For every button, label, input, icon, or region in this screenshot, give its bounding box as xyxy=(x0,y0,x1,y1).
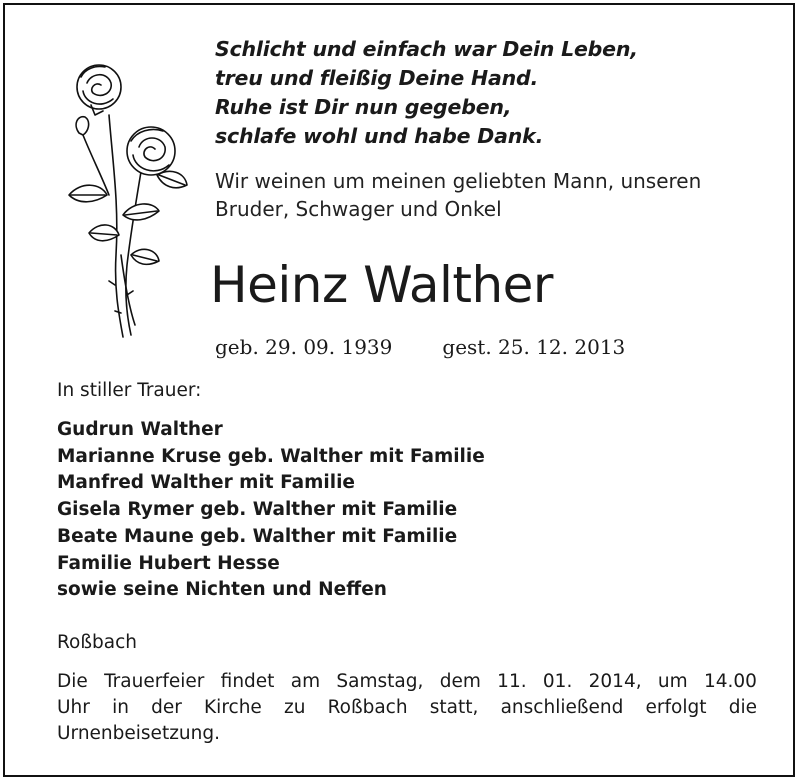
notice-word: Die xyxy=(57,671,88,692)
memorial-verse xyxy=(215,35,638,151)
notice-word: 14.00 xyxy=(703,671,757,692)
notice-word: Roßbach xyxy=(327,697,408,718)
notice-word: der xyxy=(151,697,182,718)
verse-line: Schlicht und einfach war Dein Leben, xyxy=(215,37,638,61)
intro-line: Wir weinen um meinen geliebten Mann, unseren xyxy=(215,169,702,193)
mourning-label: In stiller Trauer: xyxy=(57,380,202,401)
verse-line: schlafe wohl und habe Dank. xyxy=(215,124,544,148)
notice-word: 2014, xyxy=(588,671,642,692)
notice-word: die xyxy=(728,697,757,718)
funeral-notice xyxy=(57,669,757,747)
notice-word: Uhr xyxy=(57,697,90,718)
intro-text xyxy=(215,167,701,223)
mourner-name: sowie seine Nichten und Neffen xyxy=(57,579,387,601)
verse-line: Ruhe ist Dir nun gegeben, xyxy=(215,95,512,119)
notice-word: statt, xyxy=(429,697,479,718)
mourner-name: Marianne Kruse geb. Walther mit Familie xyxy=(57,445,485,467)
mourner-name: Gudrun Walther xyxy=(57,419,223,440)
notice-word: findet xyxy=(220,671,275,692)
notice-word: 01. xyxy=(542,671,573,692)
verse-line: treu und fleißig Deine Hand. xyxy=(215,66,539,90)
mourner-name: Familie Hubert Hesse xyxy=(57,552,280,574)
notice-word: Samstag, xyxy=(336,671,424,692)
notice-line xyxy=(57,695,757,721)
notice-word: in xyxy=(112,697,129,718)
birth-date: geb. 29. 09. 1939 xyxy=(215,335,393,359)
notice-word: am xyxy=(290,671,321,692)
deceased-name: Heinz Walther xyxy=(210,256,553,314)
intro-line: Bruder, Schwager und Onkel xyxy=(215,197,502,221)
life-dates xyxy=(215,334,625,360)
notice-word: 11. xyxy=(497,671,527,692)
notice-word: Trauerfeier xyxy=(104,671,205,692)
notice-line xyxy=(57,669,757,695)
mourner-name: Beate Maune geb. Walther mit Familie xyxy=(57,525,458,547)
notice-word: dem xyxy=(439,671,481,692)
mourners-list xyxy=(57,417,485,604)
mourner-name: Gisela Rymer geb. Walther mit Familie xyxy=(57,499,458,521)
death-date: gest. 25. 12. 2013 xyxy=(442,335,626,359)
notice-word: erfolgt xyxy=(645,697,707,718)
rose-illustration-icon xyxy=(61,55,191,345)
notice-word: Kirche xyxy=(204,697,262,718)
place-name: Roßbach xyxy=(57,632,137,653)
obituary-frame xyxy=(3,3,795,777)
notice-word: anschließend xyxy=(500,697,624,718)
notice-line: Urnenbeisetzung. xyxy=(57,723,220,744)
notice-word: um xyxy=(657,671,688,692)
mourner-name: Manfred Walther mit Familie xyxy=(57,472,355,494)
notice-word: zu xyxy=(283,697,306,718)
